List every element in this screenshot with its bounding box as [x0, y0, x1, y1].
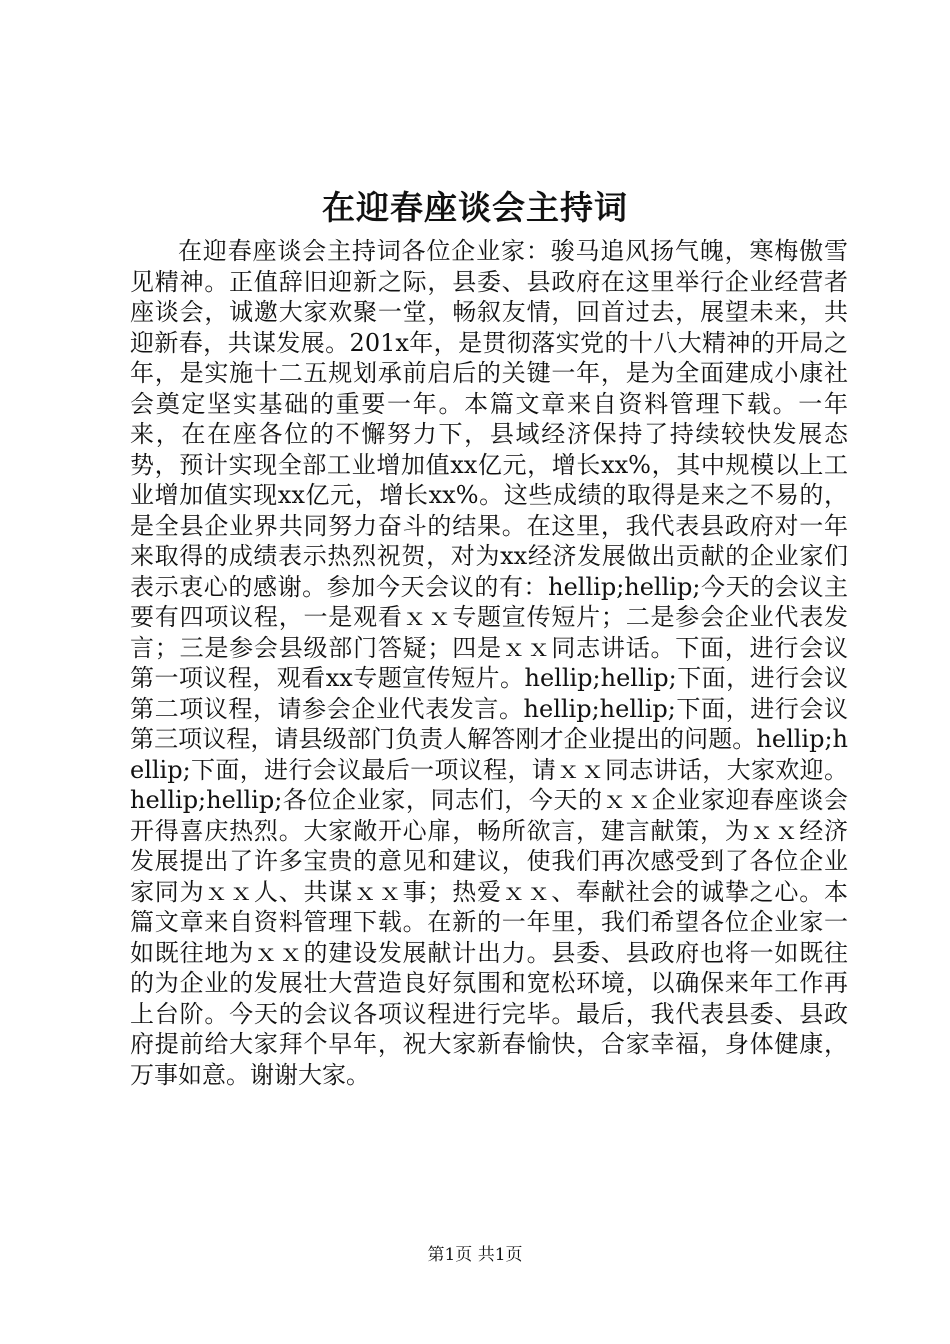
document-title: 在迎春座谈会主持词: [322, 188, 628, 227]
document-body-paragraph: 在迎春座谈会主持词各位企业家：骏马追风扬气魄，寒梅傲雪见精神。正值辞旧迎新之际，县委、县政府在这里举行企业经营者座谈会，诚邀大家欢聚一堂，畅叙友情，回首过去，展望未来，共迎新春，共谋发展。201x年，是贯彻落实党的十八大精神的开局之年，是实施十二五规划承前启后的关键一年，是为全面建成小康社会奠定坚实基础的重要一年。本篇文章来自资料管理下载。一年来，在在座各位的不懈努力下，县域经济保持了持续较快发展态势，预计实现全部工业增加值xx亿元，增长xx%，其中规模以上工业增加值实现xx亿元，增长xx%。这些成绩的取得是来之不易的，是全县企业界共同努力奋斗的结果。在这里，我代表县政府对一年来取得的成绩表示热烈祝贺，对为xx经济发展做出贡献的企业家们表示衷心的感谢。参加今天会议的有：hellip;hellip;今天的会议主要有四项议程，一是观看ｘｘ专题宣传短片；二是参会企业代表发言；三是参会县级部门答疑；四是ｘｘ同志讲话。下面，进行会议第一项议程，观看xx专题宣传短片。hellip;hellip;下面，进行会议第二项议程，请参会企业代表发言。hellip;hellip;下面，进行会议第三项议程，请县级部门负责人解答刚才企业提出的问题。hellip;hellip;下面，进行会议最后一项议程，请ｘｘ同志讲话，大家欢迎。hellip;hellip;各位企业家，同志们，今天的ｘｘ企业家迎春座谈会开得喜庆热烈。大家敞开心扉，畅所欲言，建言献策，为ｘｘ经济发展提出了许多宝贵的意见和建议，使我们再次感受到了各位企业家同为ｘｘ人、共谋ｘｘ事；热爱ｘｘ、奉献社会的诚挚之心。本篇文章来自资料管理下载。在新的一年里，我们希望各位企业家一如既往地为ｘｘ的建设发展献计出力。县委、县政府也将一如既往的为企业的发展壮大营造良好氛围和宽松环境，以确保来年工作再上台阶。今天的会议各项议程进行完毕。最后，我代表县委、县政府提前给大家拜个早年，祝大家新春愉快，合家幸福，身体健康，万事如意。谢谢大家。: [130, 237, 848, 1089]
page-footer: 第1页 共1页: [427, 1245, 523, 1265]
